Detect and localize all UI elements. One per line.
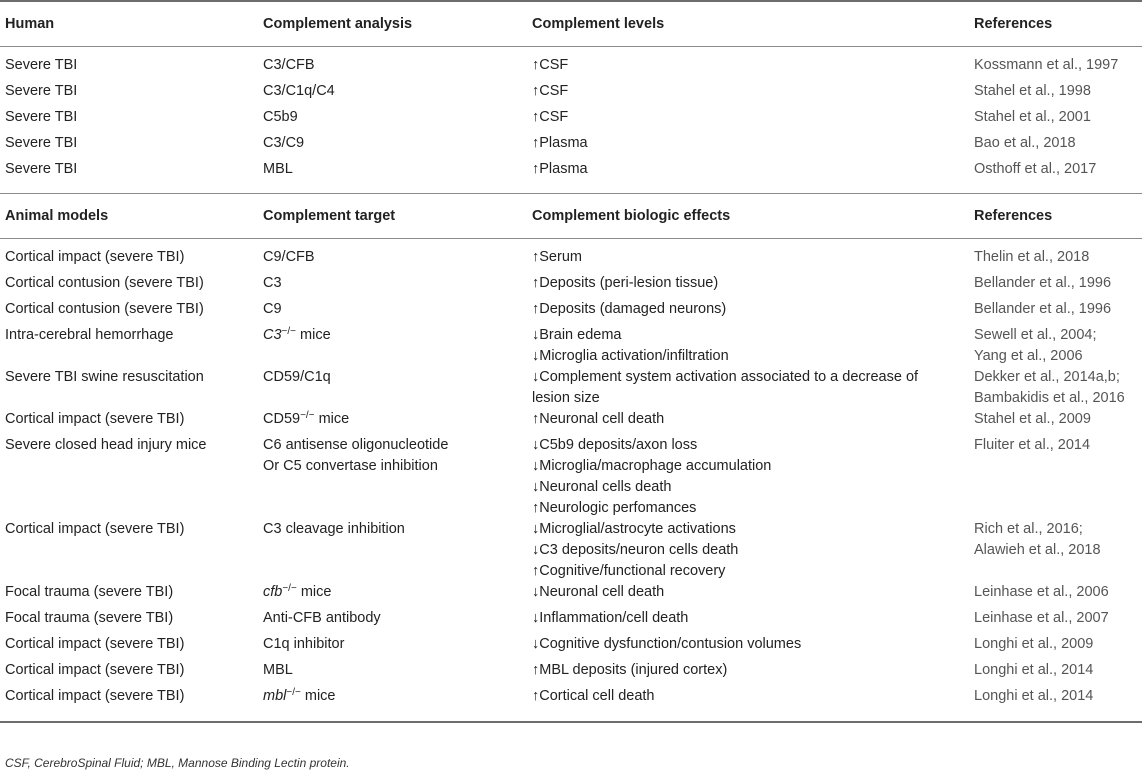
target-cell xyxy=(258,367,527,409)
reference-cell xyxy=(969,107,1142,133)
reference-cell-line: Bao et al., 2018 xyxy=(974,135,1076,151)
target-cell xyxy=(258,273,527,299)
effect-cell xyxy=(527,325,969,367)
effect-cell xyxy=(527,409,969,435)
reference-cell xyxy=(969,239,1142,274)
reference-cell-line: Osthoff et al., 2017 xyxy=(974,161,1097,177)
target-suffix: mice xyxy=(296,327,331,343)
table-row xyxy=(0,660,1142,686)
reference-cell-line: Leinhase et al., 2007 xyxy=(974,610,1109,626)
reference-cell-line: Fluiter et al., 2014 xyxy=(974,437,1091,453)
effect-cell xyxy=(527,273,969,299)
table-row xyxy=(0,435,1142,519)
effect-cell xyxy=(527,239,969,274)
target-cell: MBL xyxy=(263,161,293,177)
reference-cell-line: Alawieh et al., 2018 xyxy=(974,542,1101,558)
human-header-row xyxy=(0,1,1142,47)
table-row xyxy=(0,686,1142,720)
animal-section xyxy=(0,239,1142,721)
target-cell-line: C9 xyxy=(263,301,282,317)
table-row xyxy=(0,47,1142,82)
reference-cell xyxy=(969,660,1142,686)
reference-cell-line: Stahel et al., 1998 xyxy=(974,83,1091,99)
reference-cell xyxy=(969,299,1142,325)
target-cell xyxy=(258,660,527,686)
header-cell: Complement biologic effects xyxy=(527,194,969,239)
reference-cell-line: Bellander et al., 1996 xyxy=(974,301,1112,317)
effect-cell-line: ↑CSF xyxy=(532,57,569,73)
target-cell-line: Or C5 convertase inhibition xyxy=(263,458,438,474)
reference-cell-line: Kossmann et al., 1997 xyxy=(974,57,1119,73)
model-cell: Cortical impact (severe TBI) xyxy=(5,249,185,265)
model-cell: Focal trauma (severe TBI) xyxy=(5,584,174,600)
reference-cell xyxy=(969,582,1142,608)
target-cell xyxy=(258,325,527,367)
effect-cell-line: ↑Neurologic perfomances xyxy=(532,500,697,516)
reference-cell xyxy=(969,133,1142,159)
genotype-superscript: −/− xyxy=(300,410,315,421)
effect-cell-line: ↓C5b9 deposits/axon loss xyxy=(532,437,698,453)
effect-cell-line: ↓Brain edema xyxy=(532,327,622,343)
table-row xyxy=(0,325,1142,367)
effect-cell-line: ↑MBL deposits (injured cortex) xyxy=(532,662,728,678)
reference-cell xyxy=(969,435,1142,519)
effect-cell xyxy=(527,582,969,608)
reference-cell-line: Dekker et al., 2014a,b; xyxy=(974,369,1120,385)
header-cell: Animal models xyxy=(0,194,258,239)
table-row xyxy=(0,582,1142,608)
effect-cell-line: ↑Cortical cell death xyxy=(532,688,655,704)
model-cell: Severe TBI xyxy=(5,83,78,99)
reference-cell xyxy=(969,519,1142,582)
model-cell: Severe TBI xyxy=(5,135,78,151)
effect-cell xyxy=(527,159,969,194)
effect-cell xyxy=(527,435,969,519)
header-cell: Complement target xyxy=(258,194,527,239)
model-cell: Cortical impact (severe TBI) xyxy=(5,411,185,427)
reference-cell xyxy=(969,159,1142,194)
table-row xyxy=(0,273,1142,299)
target-cell-line: C3 xyxy=(263,275,282,291)
target-suffix: mice xyxy=(296,584,332,600)
reference-cell xyxy=(969,273,1142,299)
effect-cell-line: ↓Complement system activation associated to a decrease of xyxy=(532,369,919,385)
table-footnote: CSF, CerebroSpinal Fluid; MBL, Mannose Binding Lectin protein. xyxy=(5,756,350,770)
target-cell: C3/CFB xyxy=(263,57,315,73)
target-cell xyxy=(258,239,527,274)
reference-cell-line: Yang et al., 2006 xyxy=(974,348,1083,364)
target-cell xyxy=(258,435,527,519)
target-suffix: mice xyxy=(300,688,336,704)
target-cell-line: C6 antisense oligonucleotide xyxy=(263,437,449,453)
effect-cell xyxy=(527,47,969,82)
effect-cell-line: ↑Deposits (peri-lesion tissue) xyxy=(532,275,719,291)
effect-cell-line: ↑CSF xyxy=(532,83,569,99)
target-cell: C3/C9 xyxy=(263,135,305,151)
table-row xyxy=(0,81,1142,107)
gene-name: cfb xyxy=(263,584,283,600)
table-row xyxy=(0,299,1142,325)
table-row xyxy=(0,107,1142,133)
effect-cell-line: ↑Serum xyxy=(532,249,582,265)
table-row xyxy=(0,519,1142,582)
genotype-superscript: −/− xyxy=(286,687,301,698)
effect-cell-line: ↑CSF xyxy=(532,109,569,125)
effect-cell-line: ↑Plasma xyxy=(532,161,588,177)
gene-name: CD59 xyxy=(263,411,301,427)
effect-cell xyxy=(527,634,969,660)
target-cell xyxy=(258,409,527,435)
effect-cell-line: ↑Neuronal cell death xyxy=(532,411,665,427)
reference-cell xyxy=(969,325,1142,367)
reference-cell xyxy=(969,686,1142,720)
effect-cell-line: ↓Microglia activation/infiltration xyxy=(532,348,729,364)
effect-cell xyxy=(527,367,969,409)
reference-cell xyxy=(969,81,1142,107)
effect-cell-line: ↓Cognitive dysfunction/contusion volumes xyxy=(532,636,802,652)
reference-cell-line: Rich et al., 2016; xyxy=(974,521,1083,537)
target-cell: C5b9 xyxy=(263,109,298,125)
table-row xyxy=(0,133,1142,159)
reference-cell-line: Bellander et al., 1996 xyxy=(974,275,1112,291)
header-cell: Complement analysis xyxy=(258,1,527,47)
gene-name: mbl xyxy=(263,688,287,704)
effect-cell-line: ↓Neuronal cell death xyxy=(532,584,665,600)
reference-cell-line: Stahel et al., 2009 xyxy=(974,411,1091,427)
effect-cell-line: ↑Cognitive/functional recovery xyxy=(532,563,726,579)
target-cell-line: MBL xyxy=(263,662,293,678)
reference-cell xyxy=(969,608,1142,634)
model-cell: Focal trauma (severe TBI) xyxy=(5,610,174,626)
model-cell: Severe TBI xyxy=(5,109,78,125)
effect-cell xyxy=(527,299,969,325)
target-cell: C3/C1q/C4 xyxy=(263,83,335,99)
reference-cell xyxy=(969,367,1142,409)
header-cell: References xyxy=(969,194,1142,239)
table-row xyxy=(0,409,1142,435)
target-cell-line: C9/CFB xyxy=(263,249,315,265)
genotype-superscript: −/− xyxy=(281,326,297,337)
header-cell: Complement levels xyxy=(527,1,969,47)
effect-cell xyxy=(527,686,969,720)
table-row xyxy=(0,239,1142,274)
effect-cell-line: ↓Inflammation/cell death xyxy=(532,610,689,626)
header-cell: References xyxy=(969,1,1142,47)
model-cell: Cortical impact (severe TBI) xyxy=(5,688,185,704)
model-cell: Cortical impact (severe TBI) xyxy=(5,636,185,652)
human-section xyxy=(0,47,1142,194)
target-cell-line: C1q inhibitor xyxy=(263,636,345,652)
reference-cell xyxy=(969,409,1142,435)
effect-cell xyxy=(527,660,969,686)
model-cell: Severe TBI xyxy=(5,57,78,73)
reference-cell-line: Longhi et al., 2009 xyxy=(974,636,1094,652)
table-row xyxy=(0,367,1142,409)
target-cell-line: C3 cleavage inhibition xyxy=(263,521,405,537)
effect-cell xyxy=(527,81,969,107)
effect-cell xyxy=(527,519,969,582)
target-cell xyxy=(258,634,527,660)
model-cell: Severe TBI swine resuscitation xyxy=(5,369,204,385)
target-cell-line: CD59/C1q xyxy=(263,369,331,385)
effect-cell-line: ↓Neuronal cells death xyxy=(532,479,672,495)
target-cell xyxy=(258,582,527,608)
reference-cell-line: Stahel et al., 2001 xyxy=(974,109,1091,125)
model-cell: Cortical impact (severe TBI) xyxy=(5,521,185,537)
reference-cell xyxy=(969,634,1142,660)
reference-cell-line: Leinhase et al., 2006 xyxy=(974,584,1109,600)
model-cell: Severe closed head injury mice xyxy=(5,437,207,453)
genotype-superscript: −/− xyxy=(282,583,297,594)
effect-cell-line: ↓Microglia/macrophage accumulation xyxy=(532,458,772,474)
target-cell-line: Anti-CFB antibody xyxy=(263,610,381,626)
model-cell: Cortical contusion (severe TBI) xyxy=(5,275,204,291)
table-row xyxy=(0,608,1142,634)
reference-cell-line: Thelin et al., 2018 xyxy=(974,249,1090,265)
reference-cell-line: Sewell et al., 2004; xyxy=(974,327,1097,343)
gene-name: C3 xyxy=(263,327,282,343)
reference-cell-line: Longhi et al., 2014 xyxy=(974,688,1094,704)
animal-header-row xyxy=(0,194,1142,239)
model-cell: Severe TBI xyxy=(5,161,78,177)
table-row xyxy=(0,159,1142,194)
target-cell xyxy=(258,608,527,634)
effect-cell-line: ↓C3 deposits/neuron cells death xyxy=(532,542,739,558)
target-cell xyxy=(258,519,527,582)
effect-cell-line: ↓Microglial/astrocyte activations xyxy=(532,521,736,537)
effect-cell-line: ↑Plasma xyxy=(532,135,588,151)
header-cell: Human xyxy=(0,1,258,47)
reference-cell xyxy=(969,47,1142,82)
target-cell xyxy=(258,686,527,720)
model-cell: Cortical impact (severe TBI) xyxy=(5,662,185,678)
table-bottom-rule xyxy=(0,721,1142,723)
effect-cell-line: lesion size xyxy=(532,390,600,406)
table-row xyxy=(0,634,1142,660)
model-cell: Intra-cerebral hemorrhage xyxy=(5,327,174,343)
reference-cell-line: Longhi et al., 2014 xyxy=(974,662,1094,678)
effect-cell xyxy=(527,608,969,634)
effect-cell xyxy=(527,107,969,133)
model-cell: Cortical contusion (severe TBI) xyxy=(5,301,204,317)
effect-cell-line: ↑Deposits (damaged neurons) xyxy=(532,301,727,317)
target-suffix: mice xyxy=(314,411,350,427)
target-cell xyxy=(258,299,527,325)
effect-cell xyxy=(527,133,969,159)
reference-cell-line: Bambakidis et al., 2016 xyxy=(974,390,1125,406)
